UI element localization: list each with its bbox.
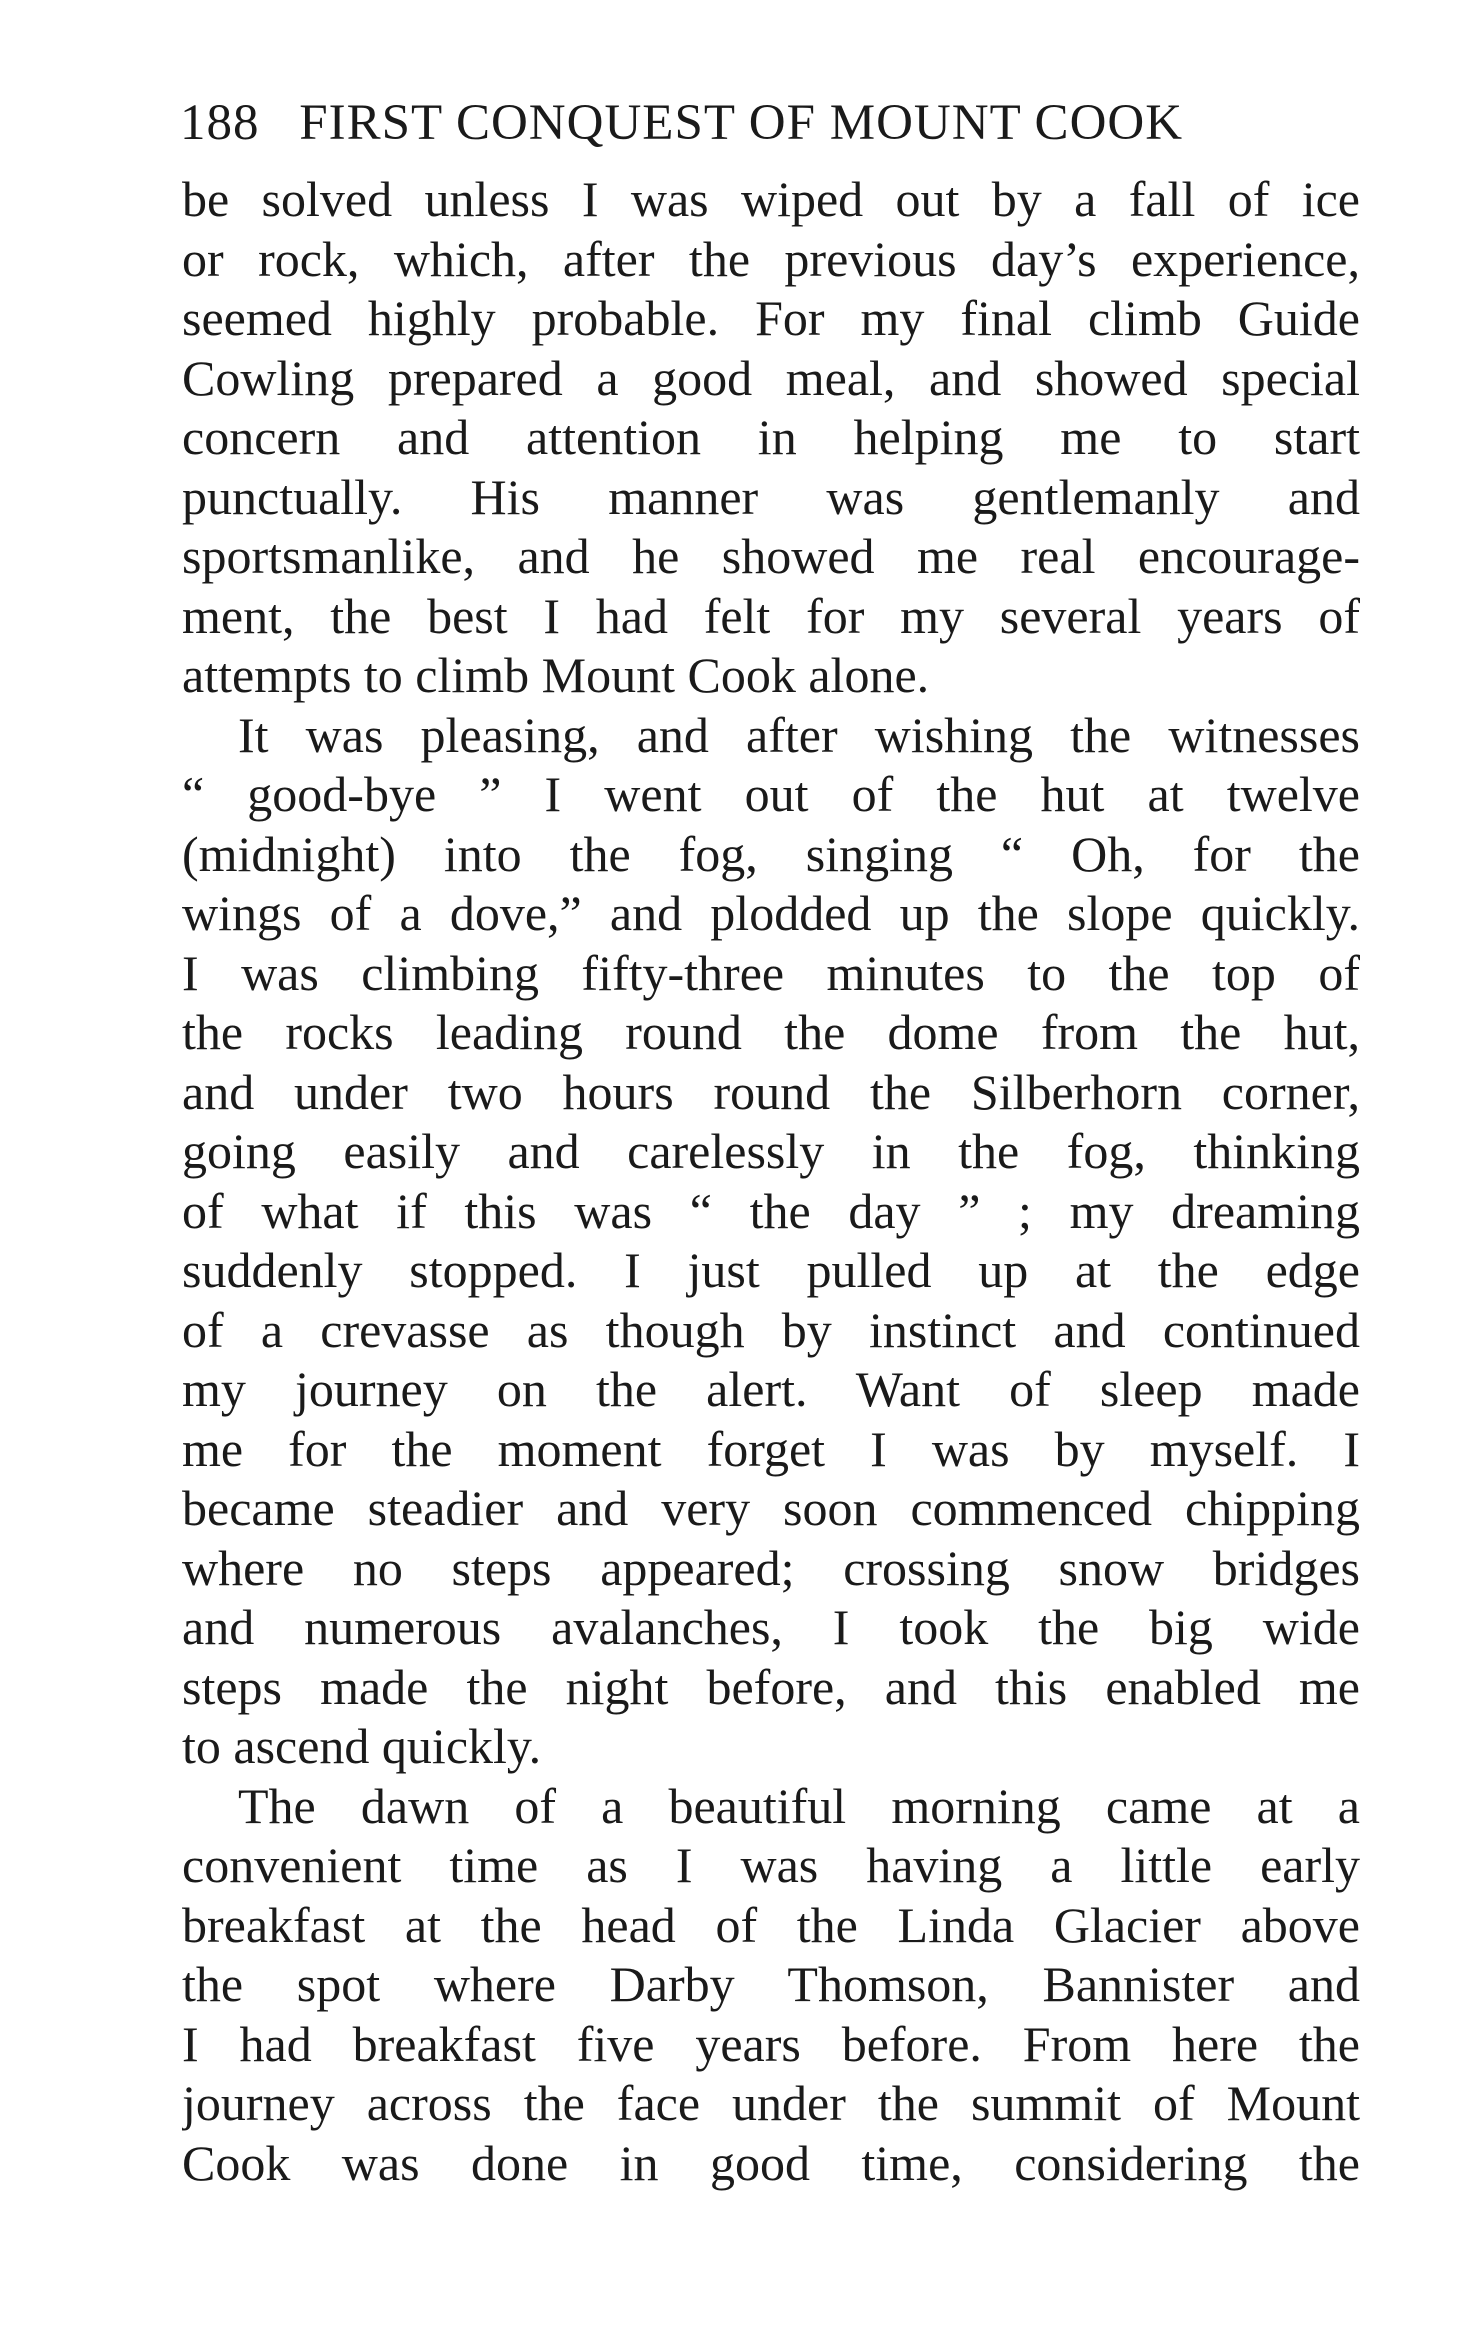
text-line: concern and attention in helping me to start [182, 409, 1360, 465]
text-line: of a crevasse as though by instinct and continued [182, 1301, 1360, 1358]
text-line: (midnight) into the fog, singing “ Oh, for the [182, 825, 1360, 882]
text-line: convenient time as I was having a little early [182, 1837, 1360, 1893]
running-title: FIRST CONQUEST OF MOUNT COOK [299, 95, 1184, 151]
text-line: became steadier and very soon commenced chipping [182, 1480, 1360, 1536]
text-line: to ascend quickly. [182, 1718, 542, 1774]
body-text [182, 170, 1360, 2193]
text-line: breakfast at the head of the Linda Glacier above [182, 1896, 1360, 1953]
text-line: my journey on the alert. Want of sleep made [182, 1361, 1360, 1417]
text-line: The dawn of a beautiful morning came at a [238, 1777, 1360, 1834]
text-line: punctually. His manner was gentlemanly and [182, 468, 1360, 525]
text-line: I had breakfast five years before. From here the [182, 2015, 1360, 2072]
text-line: or rock, which, after the previous day’s experience, [182, 230, 1360, 287]
text-line: suddenly stopped. I just pulled up at the edge [182, 1242, 1360, 1298]
text-line: seemed highly probable. For my final climb Guide [182, 290, 1360, 346]
text-line: I was climbing fifty-three minutes to the top of [182, 944, 1360, 1001]
text-line: attempts to climb Mount Cook alone. [182, 647, 930, 703]
text-line: journey across the face under the summit of Mount [182, 2075, 1360, 2131]
page-number: 188 [180, 95, 260, 151]
text-line: Cook was done in good time, considering the [182, 2134, 1360, 2191]
text-line: ment, the best I had felt for my several years of [182, 587, 1360, 644]
running-head [180, 88, 1360, 158]
text-line: wings of a dove,” and plodded up the slope quickly. [182, 885, 1360, 941]
text-line: where no steps appeared; crossing snow bridges [182, 1539, 1360, 1596]
text-line: the rocks leading round the dome from the hut, [182, 1004, 1360, 1060]
text-line: Cowling prepared a good meal, and showed special [182, 349, 1360, 406]
text-line: and under two hours round the Silberhorn corner, [182, 1063, 1360, 1120]
text-line: the spot where Darby Thomson, Bannister and [182, 1956, 1360, 2012]
text-line: sportsmanlike, and he showed me real encourage- [182, 528, 1360, 584]
text-line: steps made the night before, and this enabled me [182, 1658, 1360, 1715]
text-line: It was pleasing, and after wishing the witnesses [238, 706, 1360, 763]
text-line: be solved unless I was wiped out by a fall of ice [182, 171, 1360, 227]
text-line: me for the moment forget I was by myself. I [182, 1420, 1360, 1477]
text-line: and numerous avalanches, I took the big wide [182, 1599, 1360, 1655]
text-line: “ good-bye ” I went out of the hut at twelve [182, 766, 1360, 822]
text-line: of what if this was “ the day ” ; my dreaming [182, 1182, 1360, 1239]
text-line: going easily and carelessly in the fog, thinking [182, 1123, 1360, 1179]
